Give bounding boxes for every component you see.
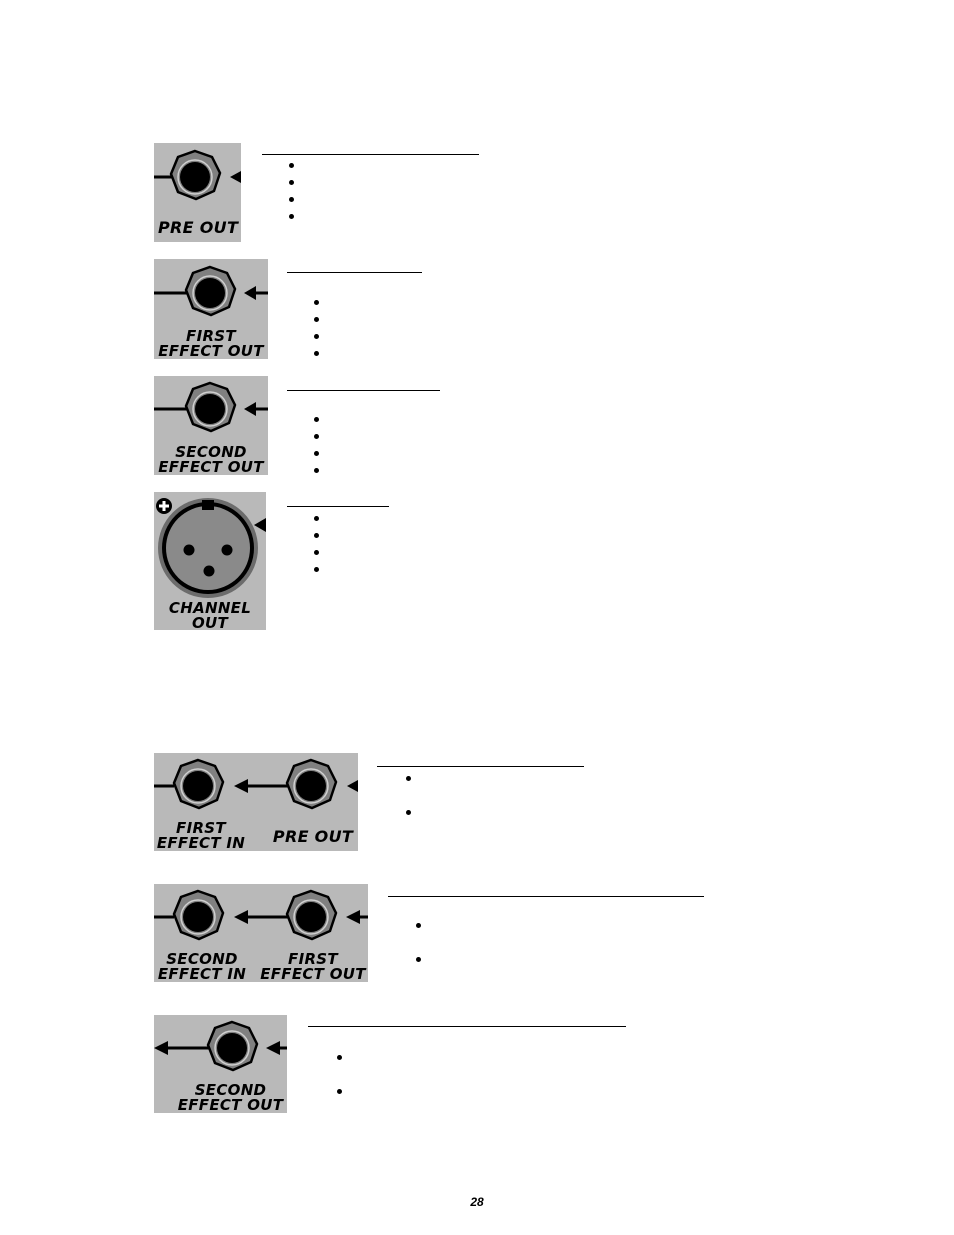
panel-label: PRE OUT [158, 218, 239, 237]
panel-label-line1: FIRST [186, 327, 236, 345]
heading-rule [388, 896, 704, 897]
channel-out-xlr-panel [154, 492, 266, 630]
panel-label-line2: EFFECT IN [157, 965, 247, 982]
signal-arrow-icon [234, 910, 248, 924]
panel-label-line2: EFFECT OUT [158, 342, 264, 359]
heading-rule [377, 766, 584, 767]
signal-arrow-icon [234, 779, 248, 793]
panel-label-line2: EFFECT IN [156, 834, 246, 851]
heading-rule [287, 272, 422, 273]
panel-label-line1: SECOND [194, 1081, 267, 1099]
panel-label-line1: FIRST [176, 819, 226, 837]
plus-icon [156, 498, 172, 514]
panel-label-line1: CHANNEL [168, 599, 252, 617]
second-effect-out-jack-panel [154, 376, 268, 475]
pre-out-jack-panel [154, 143, 241, 242]
panel-label-line2-right: EFFECT OUT [260, 965, 366, 982]
signal-arrow-icon [254, 518, 266, 532]
heading-rule [262, 154, 479, 155]
panel-label-line2: OUT [191, 614, 229, 630]
panel-label-line1: SECOND [166, 950, 238, 968]
second-effect-out-loop-panel [154, 1015, 287, 1113]
heading-rule [287, 390, 440, 391]
signal-arrow-icon [154, 1041, 168, 1055]
signal-arrow-icon [266, 1041, 280, 1055]
first-effect-out-jack-panel [154, 259, 268, 359]
signal-arrow-icon [347, 780, 358, 792]
panel-label-line2: EFFECT OUT [177, 1096, 284, 1113]
signal-arrow-icon [346, 910, 360, 924]
signal-arrow-icon [244, 402, 256, 416]
panel-label-line2: EFFECT OUT [158, 458, 264, 475]
signal-arrow-icon [244, 286, 256, 300]
signal-arrow-icon [230, 171, 241, 183]
heading-rule [308, 1026, 626, 1027]
second-effect-loop-panel [154, 884, 368, 982]
panel-label-right: PRE OUT [272, 827, 354, 846]
first-effect-loop-panel [154, 753, 358, 851]
panel-label-line1: SECOND [175, 443, 247, 461]
page-number: 28 [470, 1195, 484, 1209]
panel-label-line1-right: FIRST [288, 950, 338, 968]
heading-rule [287, 506, 389, 507]
